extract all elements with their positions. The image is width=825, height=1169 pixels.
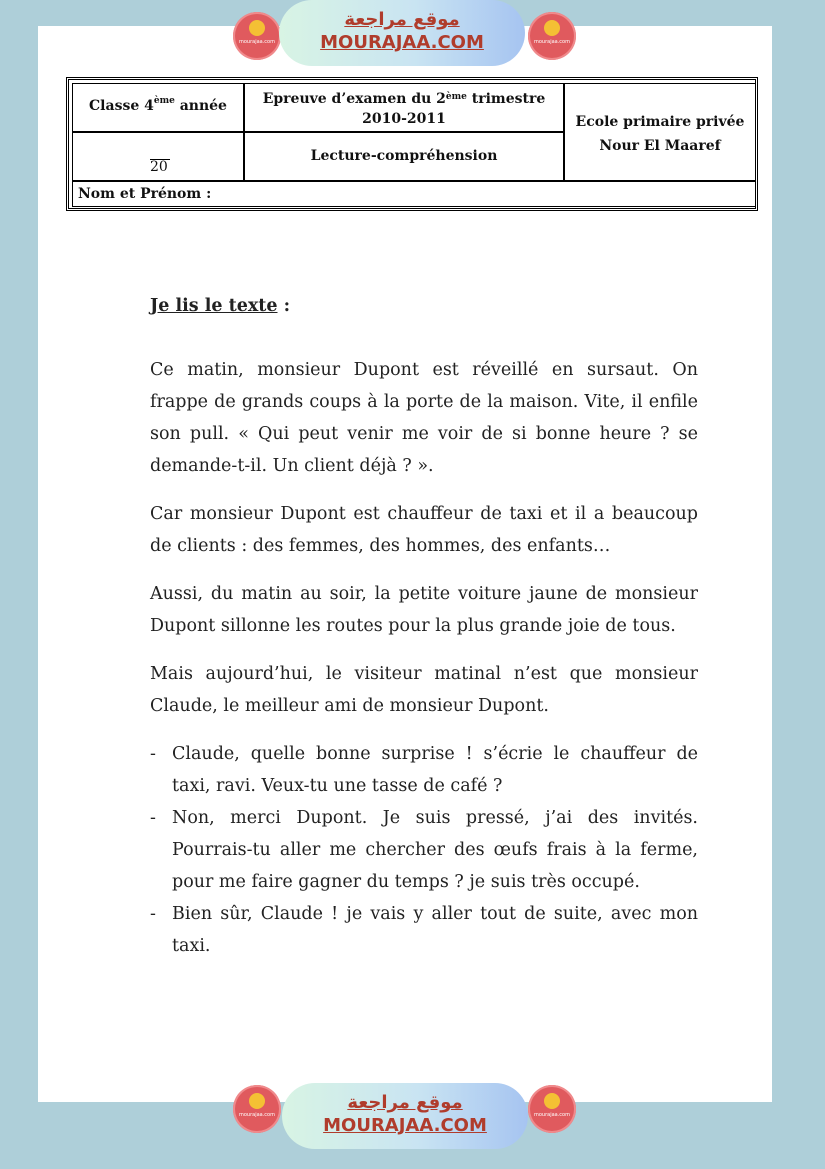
score-total: 20 (150, 159, 168, 175)
dialogue-line: - Non, merci Dupont. Je suis pressé, j’ai des invités. Pourrais-tu aller me chercher des œufs frais à la ferme, pour me faire gagner du temps ? je suis très occupé. (150, 808, 698, 892)
paragraph: Ce matin, monsieur Dupont est réveillé en sursaut. On frappe de grands coups à la porte de la maison. Vite, il enfile son pull. « Qui peut venir me voir de si bonne heure ? se demande-t-il. Un client déjà ? ». (150, 360, 698, 476)
exam-title-cell: Epreuve d’examen du 2ème trimestre 2010-2011 (244, 83, 564, 132)
score-cell (72, 132, 244, 181)
dialogue-line: - Claude, quelle bonne surprise ! s’écrie le chauffeur de taxi, ravi. Veux-tu une tasse de café ? (150, 744, 698, 796)
dialogue-list (150, 738, 698, 962)
paragraph: Aussi, du matin au soir, la petite voiture jaune de monsieur Dupont sillonne les routes pour la plus grande joie de tous. (150, 584, 698, 636)
class-cell: Classe 4ème année (72, 83, 244, 132)
site-logo-icon: mourajaa.com (528, 1085, 576, 1133)
subject-cell: Lecture-compréhension (244, 132, 564, 181)
site-name-link[interactable]: MOURAJAA.COM (323, 1115, 487, 1136)
site-logo-icon: mourajaa.com (528, 12, 576, 60)
student-name-field[interactable]: Nom et Prénom : (72, 181, 756, 207)
site-name-link[interactable]: MOURAJAA.COM (320, 32, 484, 53)
site-logo-icon: mourajaa.com (233, 1085, 281, 1133)
site-banner[interactable] (282, 1083, 528, 1149)
site-name-arabic: موقع مراجعة (344, 9, 460, 30)
school-cell: Ecole primaire privée Nour El Maaref (564, 83, 756, 181)
section-heading: Je lis le texte : (150, 296, 291, 316)
paragraph: Mais aujourd’hui, le visiteur matinal n’est que monsieur Claude, le meilleur ami de monsieur Dupont. (150, 664, 698, 716)
dialogue-line: - Bien sûr, Claude ! je vais y aller tout de suite, avec mon taxi. (150, 904, 698, 956)
exam-year: 2010-2011 (362, 111, 446, 127)
paragraph: Car monsieur Dupont est chauffeur de taxi et il a beaucoup de clients : des femmes, des hommes, des enfants… (150, 504, 698, 556)
exam-header-table (66, 77, 758, 211)
site-logo-icon: mourajaa.com (233, 12, 281, 60)
reading-text (150, 292, 698, 962)
site-name-arabic: موقع مراجعة (347, 1092, 463, 1113)
